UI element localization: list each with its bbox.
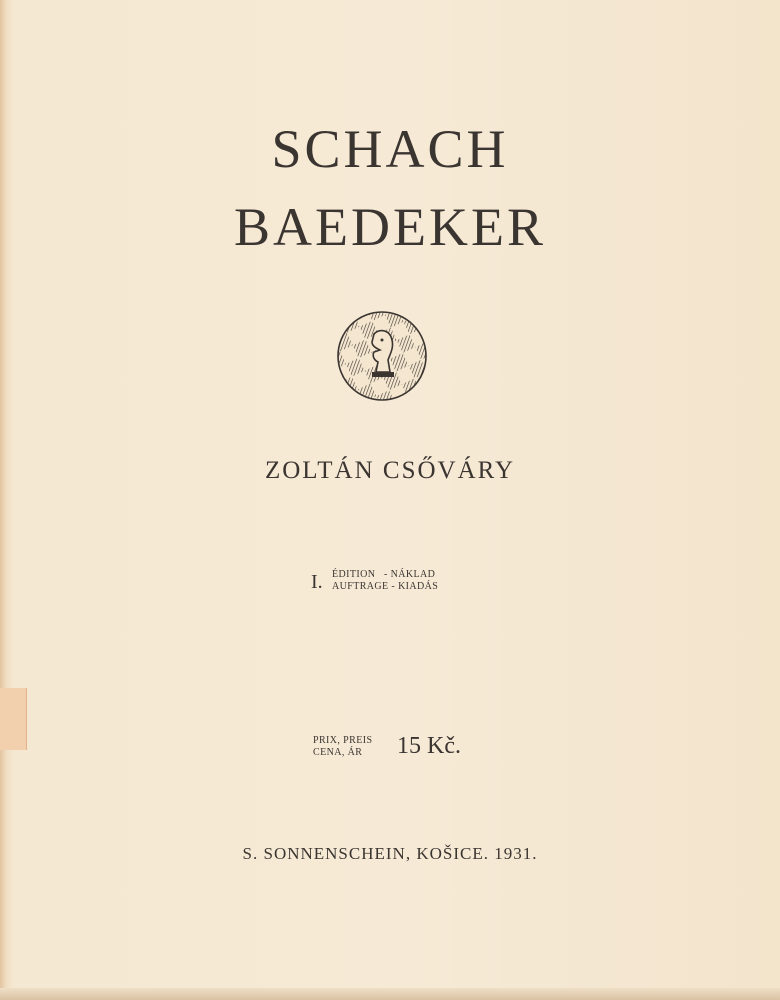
price-value: 15 Kč.: [397, 733, 461, 759]
title-line-1: SCHACH: [271, 119, 509, 179]
price-labels: [313, 735, 372, 759]
chess-knight-emblem-icon: [336, 310, 428, 402]
price-label-line-2: CENA, ÁR: [313, 747, 363, 758]
title-line-2: BAEDEKER: [234, 197, 546, 257]
binding-tape: [0, 688, 27, 750]
edition-label-line-1: ÉDITION - NÁKLAD: [332, 569, 436, 580]
edition-number: I.: [311, 571, 323, 593]
bottom-edge: [0, 988, 780, 1000]
price-label-line-1: PRIX, PREIS: [313, 735, 373, 746]
author-name: ZOLTÁN CSŐVÁRY: [264, 457, 516, 484]
edition-labels: [332, 569, 438, 593]
publisher-line: S. SONNENSCHEIN, KOŠICE. 1931.: [242, 844, 538, 863]
edition-label-line-2: AUFTRAGE - KIADÁS: [332, 581, 439, 592]
